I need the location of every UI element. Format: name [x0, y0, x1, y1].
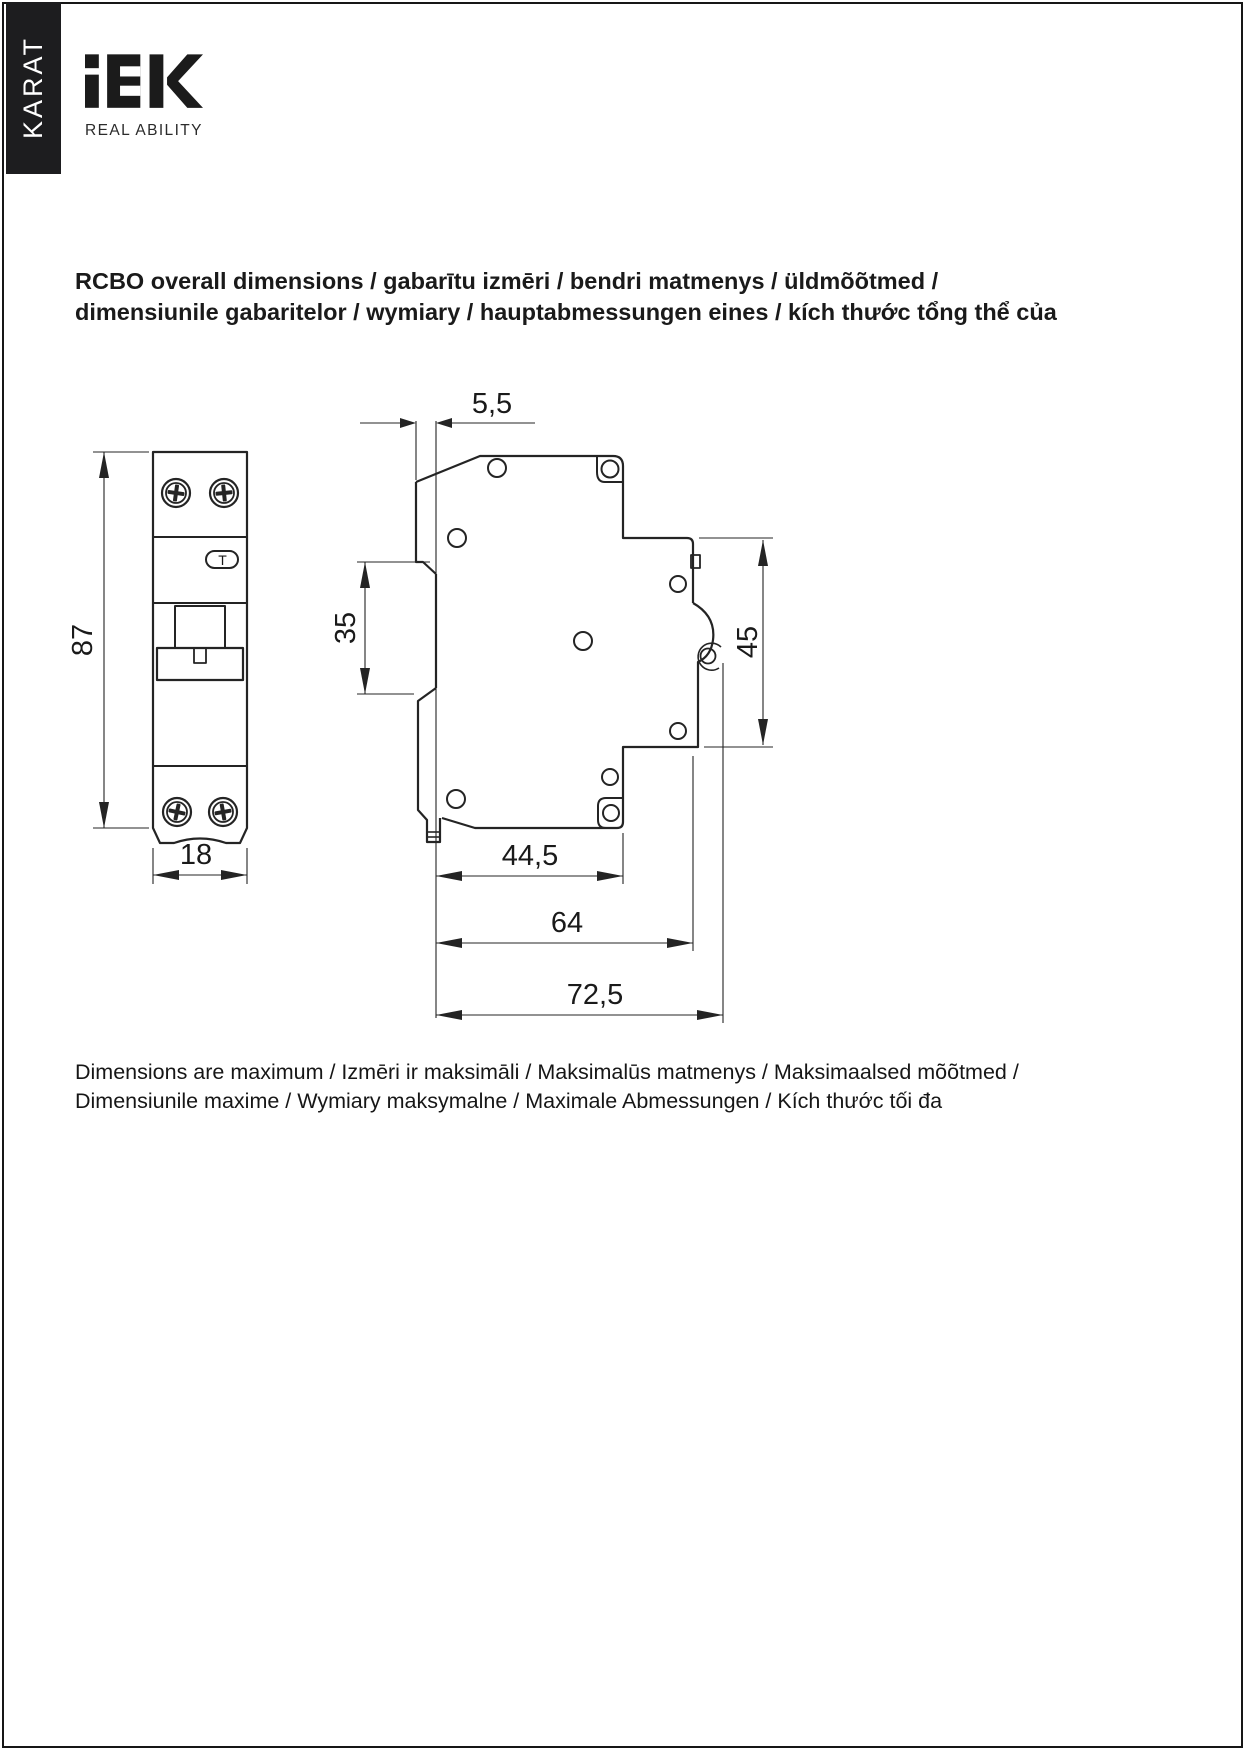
toggle-lever	[157, 606, 243, 680]
dim-front-face-label: 45	[732, 625, 764, 659]
dim-din-slot-label: 35	[330, 611, 362, 645]
dim-depth-step	[436, 833, 623, 884]
logo-tagline: REAL ABILITY	[85, 122, 203, 139]
dim-depth-total-label: 72,5	[566, 979, 624, 1011]
series-banner-label: KARAT	[18, 36, 48, 140]
dim-depth-total	[436, 663, 723, 1023]
footer-note-line1: Dimensions are maximum / Izmēri ir maksimāli / Maksimalūs matmenys / Maksimaalsed mõõtmed /	[75, 1060, 1019, 1084]
test-button	[206, 551, 238, 568]
page-title-line1: RCBO overall dimensions / gabarītu izmēri / bendri matmenys / üldmõõtmed /	[75, 268, 939, 294]
page-title-line2: dimensiunile gabaritelor / wymiary / hauptabmessungen eines / kích thước tổng thể của	[75, 298, 1057, 325]
dim-depth-body-label: 64	[550, 907, 584, 939]
dim-depth-body	[436, 756, 693, 951]
screw-top-right-icon	[210, 479, 238, 507]
dim-front-width-label: 18	[179, 839, 213, 871]
dim-front-width	[153, 839, 247, 884]
side-view	[330, 388, 773, 1023]
test-button-label: T	[218, 552, 227, 568]
dim-din-slot	[330, 562, 430, 694]
screw-top-left-icon	[162, 479, 190, 507]
dim-side-offset-label: 5,5	[471, 388, 513, 420]
dim-front-height-label: 87	[67, 623, 99, 657]
dim-side-offset	[360, 388, 535, 428]
screw-bottom-right-icon	[209, 798, 237, 826]
dim-front-height	[67, 452, 149, 828]
screw-bottom-left-icon	[163, 798, 191, 826]
dim-depth-step-label: 44,5	[501, 840, 559, 872]
front-view	[67, 452, 247, 884]
footer-note-line2: Dimensiunile maxime / Wymiary maksymalne / Maximale Abmessungen / Kích thước tối đa	[75, 1088, 943, 1113]
footer-note	[75, 1058, 1155, 1115]
